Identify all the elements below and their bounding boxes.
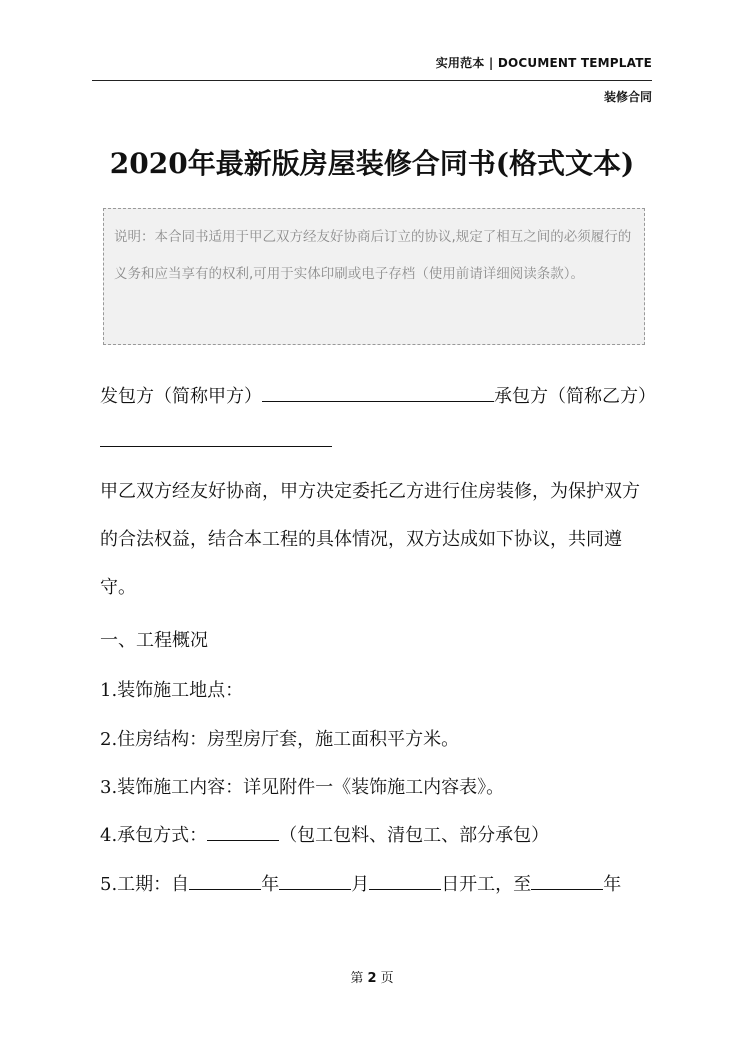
item-5-day-blank[interactable] [369, 873, 441, 890]
page-footer [0, 967, 744, 986]
party-a-blank[interactable] [262, 385, 494, 402]
note-box [103, 208, 645, 345]
item-5-end-year-blank[interactable] [531, 873, 603, 890]
item-4-blank[interactable] [207, 824, 279, 841]
item-5 [100, 870, 621, 896]
item-4 [100, 821, 549, 847]
section-heading: 一、工程概况 [100, 630, 208, 651]
item-5-year-blank[interactable] [189, 873, 261, 890]
page-number: 2 [367, 971, 377, 986]
item-2: 2.住房结构：房型房厅套，施工面积平方米。 [100, 729, 460, 750]
item-4-label: 4.承包方式： [100, 825, 208, 846]
header-sub-label: 装修合同 [603, 90, 652, 104]
header-divider [92, 80, 652, 81]
page-suffix: 页 [380, 971, 394, 986]
party-b-line [100, 430, 332, 452]
party-b-blank[interactable] [100, 430, 332, 447]
party-b-label: 承包方（简称乙方） [494, 386, 656, 407]
parties-line [100, 382, 656, 408]
intro-paragraph: 甲乙双方经友好协商，甲方决定委托乙方进行住房装修，为保护双方的合法权益，结合本工程的具体情况，双方达成如下协议，共同遵守。 [100, 481, 640, 598]
item-5-label: 5.工期：自 [100, 874, 190, 895]
party-a-label: 发包方（简称甲方） [100, 386, 262, 407]
header-label: 实用范本 | DOCUMENT TEMPLATE [435, 56, 652, 70]
item-5-month-blank[interactable] [279, 873, 351, 890]
document-title: 2020年最新版房屋装修合同书(格式文本) [109, 147, 635, 180]
item-5-day-start: 日开工，至 [441, 874, 532, 895]
item-4-options: （包工包料、清包工、部分承包） [279, 825, 550, 846]
note-text: 说明：本合同书适用于甲乙双方经友好协商后订立的协议,规定了相互之间的必须履行的义务和应当享有的权利,可用于实体印刷或电子存档（使用前请详细阅读条款）。 [114, 229, 632, 282]
item-5-month: 月 [351, 874, 370, 895]
page-prefix: 第 [350, 971, 364, 986]
item-3: 3.装饰施工内容：详见附件一《装饰施工内容表》。 [100, 777, 505, 798]
item-1: 1.装饰施工地点： [100, 680, 244, 701]
item-5-year: 年 [261, 874, 280, 895]
item-5-year-end: 年 [603, 874, 622, 895]
